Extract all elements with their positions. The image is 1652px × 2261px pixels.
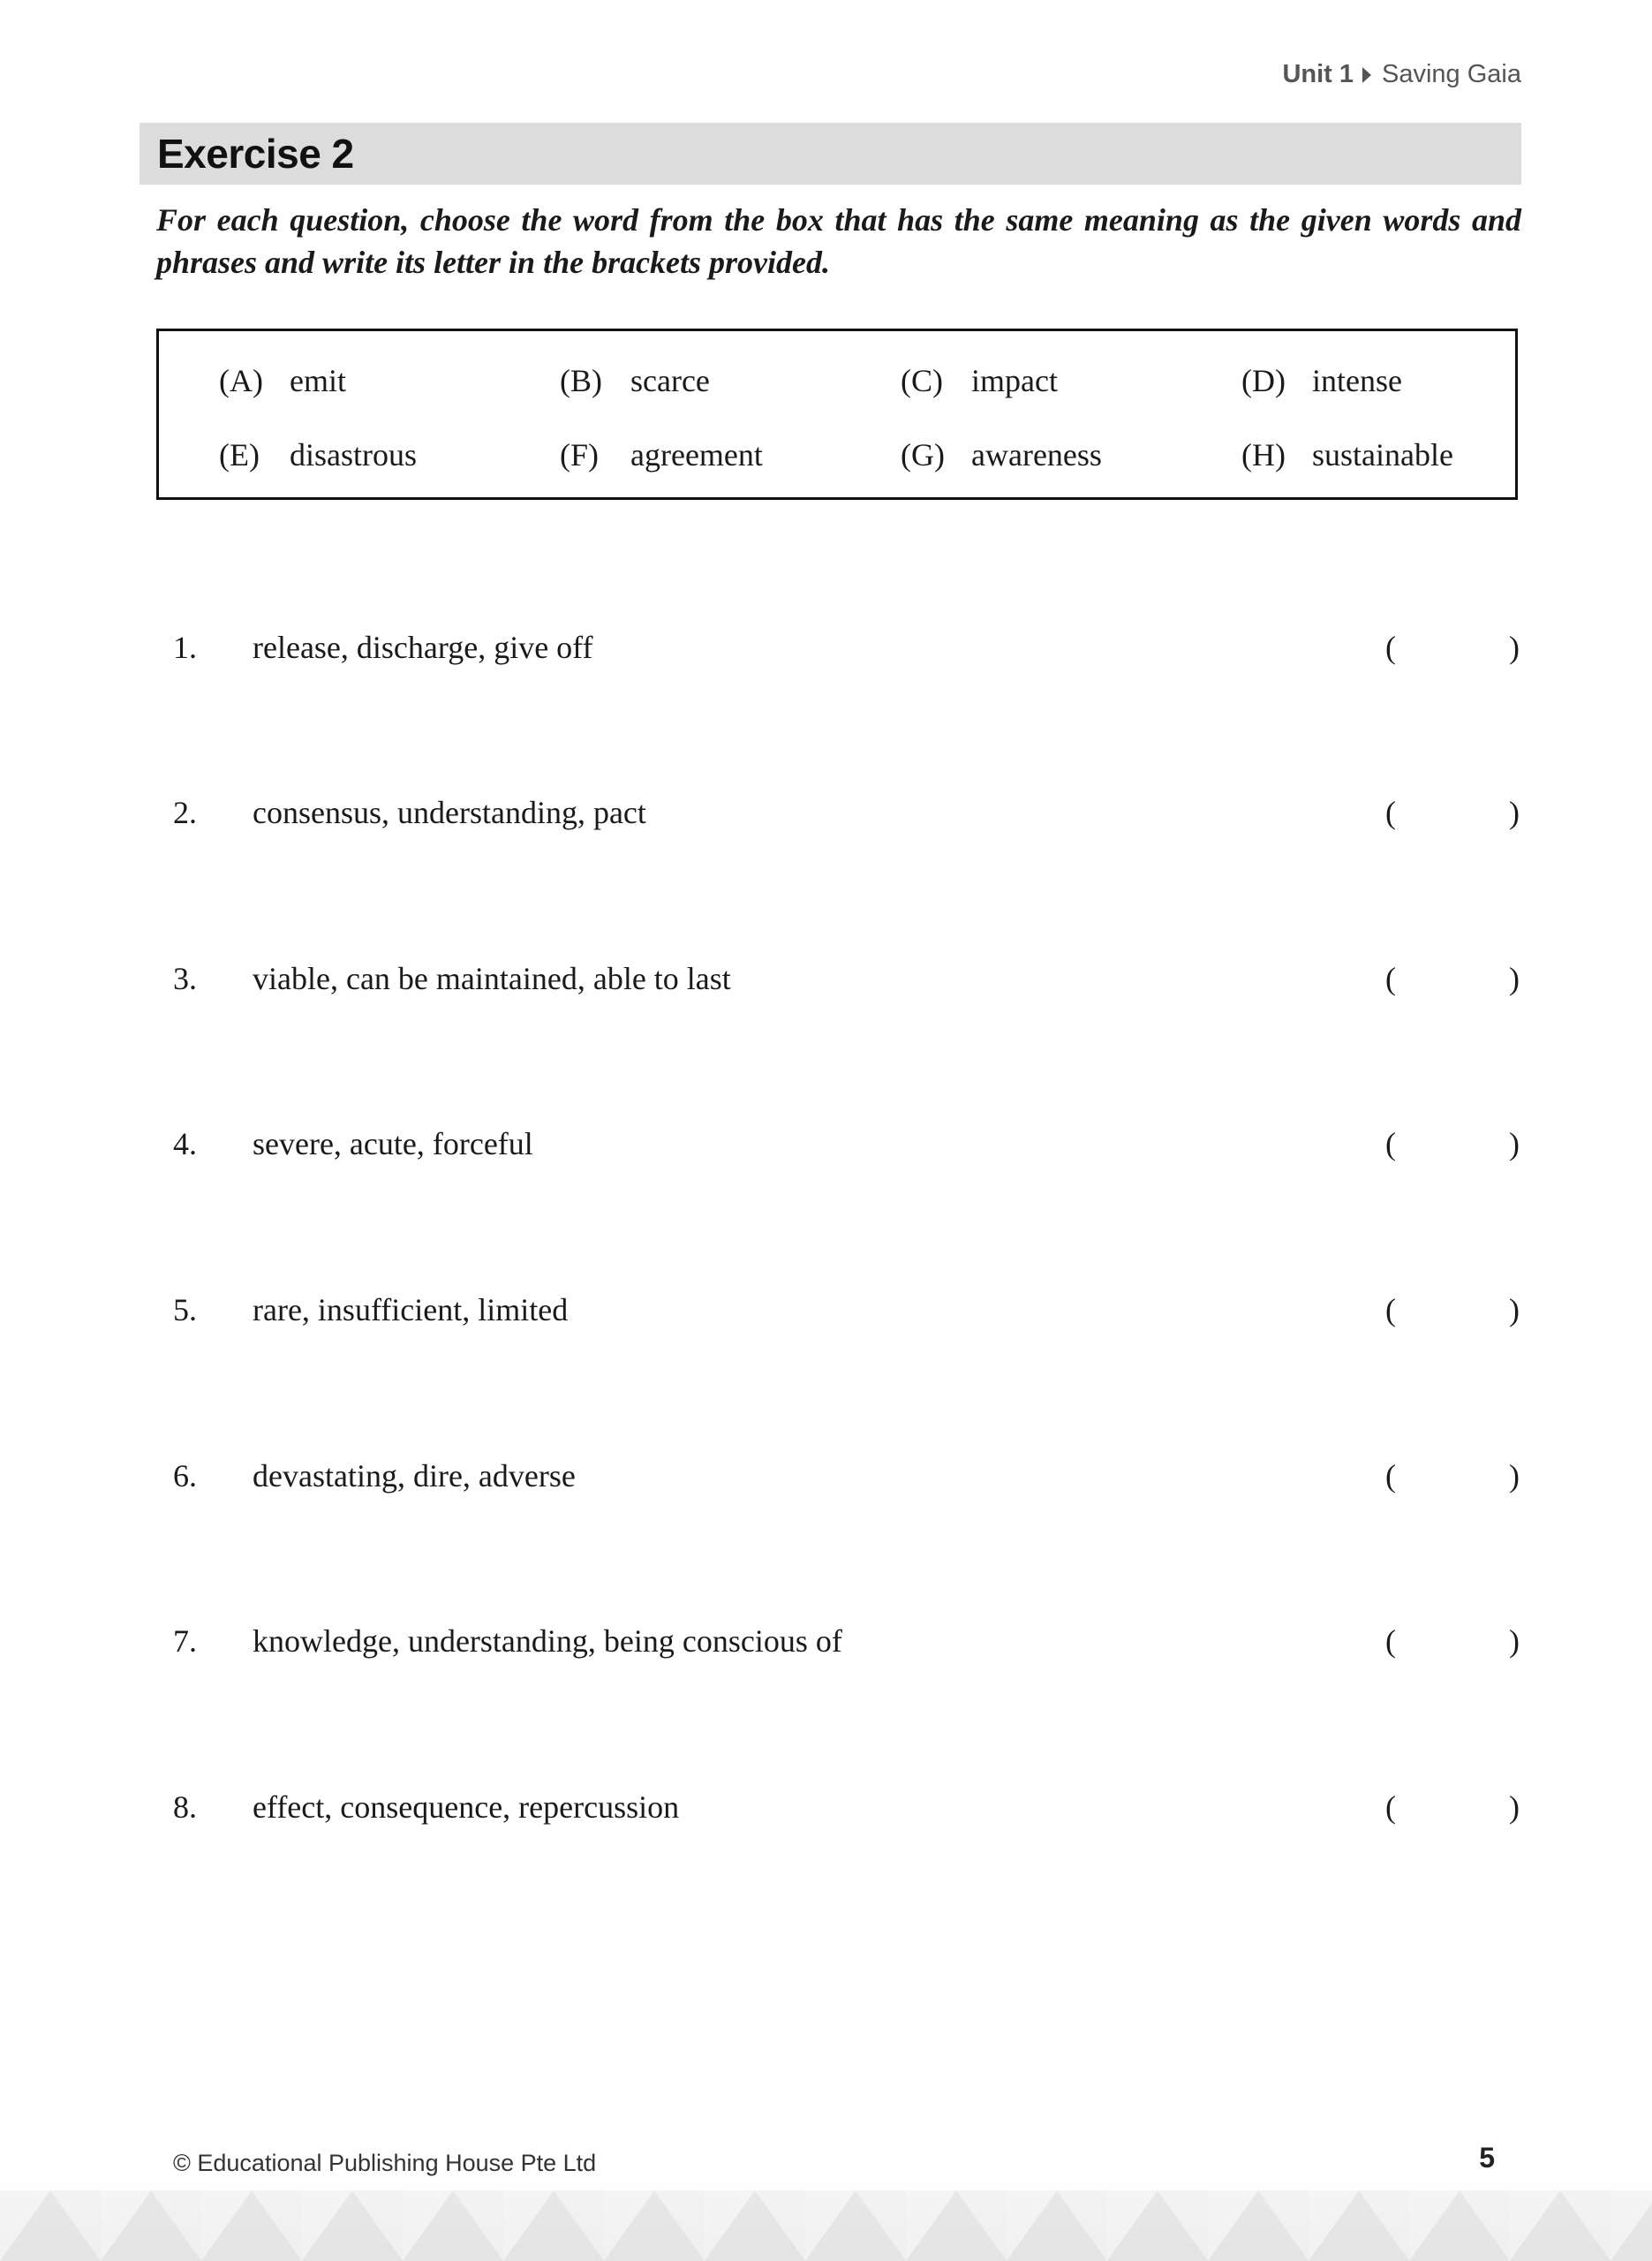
word-option [219,418,560,492]
question-number: 7. [173,1623,197,1659]
word-letter: (H) [1241,437,1286,473]
question-text: rare, insufficient, limited [253,1292,569,1327]
question-number: 5. [173,1292,197,1327]
question-text: effect, consequence, repercussion [253,1789,680,1825]
word-text: intense [1312,363,1402,398]
question-item [173,1288,1524,1332]
word-letter: (F) [560,437,599,473]
close-bracket: ) [1509,1126,1520,1161]
open-bracket: ( [1385,1458,1396,1493]
word-option [1241,344,1582,418]
close-bracket: ) [1509,1789,1520,1825]
word-text: impact [971,363,1058,398]
word-text: awareness [971,437,1102,473]
close-bracket: ) [1509,795,1520,830]
question-item [173,1122,1524,1166]
answer-brackets[interactable] [1385,1291,1520,1328]
decorative-pattern [0,2182,1652,2261]
question-number: 2. [173,795,197,830]
question-item [173,625,1524,669]
word-option [901,344,1241,418]
answer-brackets[interactable] [1385,794,1520,831]
question-item [173,957,1524,1001]
answer-brackets[interactable] [1385,1125,1520,1162]
question-item [173,1785,1524,1829]
answer-brackets[interactable] [1385,1788,1520,1826]
word-letter: (B) [560,363,602,398]
question-number: 4. [173,1126,197,1161]
word-text: agreement [630,437,763,473]
answer-brackets[interactable] [1385,629,1520,666]
word-option [219,344,560,418]
question-item [173,1619,1524,1663]
answer-brackets[interactable] [1385,960,1520,997]
question-text: viable, can be maintained, able to last [253,961,731,996]
exercise-title-bar [140,123,1521,185]
open-bracket: ( [1385,1126,1396,1161]
word-letter: (E) [219,437,260,473]
word-text: sustainable [1312,437,1453,473]
section-label: Saving Gaia [1382,60,1521,88]
exercise-title: Exercise 2 [157,131,354,177]
close-bracket: ) [1509,630,1520,665]
question-item [173,1454,1524,1498]
word-option [901,418,1241,492]
unit-label: Unit 1 [1282,60,1354,88]
word-option [1241,418,1582,492]
question-text: devastating, dire, adverse [253,1458,576,1493]
close-bracket: ) [1509,1292,1520,1327]
close-bracket: ) [1509,1458,1520,1493]
exercise-instructions: For each question, choose the word from the box that has the same meaning as the given words and phrases and write its letter in the brackets provided. [156,202,1521,280]
question-text: knowledge, understanding, being conscious of [253,1623,842,1659]
word-option [560,344,901,418]
answer-brackets[interactable] [1385,1622,1520,1660]
page-header [1282,60,1521,89]
open-bracket: ( [1385,630,1396,665]
close-bracket: ) [1509,1623,1520,1659]
question-number: 1. [173,630,197,665]
page-number: 5 [1479,2142,1495,2174]
open-bracket: ( [1385,1292,1396,1327]
word-option [560,418,901,492]
word-box [156,329,1518,500]
open-bracket: ( [1385,795,1396,830]
question-number: 3. [173,961,197,996]
word-letter: (C) [901,363,943,398]
word-text: scarce [630,363,710,398]
word-text: disastrous [290,437,417,473]
question-item [173,790,1524,835]
word-text: emit [290,363,346,398]
open-bracket: ( [1385,961,1396,996]
answer-brackets[interactable] [1385,1457,1520,1494]
question-text: release, discharge, give off [253,630,593,665]
question-text: severe, acute, forceful [253,1126,533,1161]
close-bracket: ) [1509,961,1520,996]
question-text: consensus, understanding, pact [253,795,646,830]
open-bracket: ( [1385,1623,1396,1659]
question-number: 8. [173,1789,197,1825]
question-number: 6. [173,1458,197,1493]
word-letter: (D) [1241,363,1286,398]
copyright-footer: © Educational Publishing House Pte Ltd [173,2150,597,2176]
word-letter: (A) [219,363,263,398]
open-bracket: ( [1385,1789,1396,1825]
word-letter: (G) [901,437,945,473]
arrow-right-icon [1362,67,1371,83]
